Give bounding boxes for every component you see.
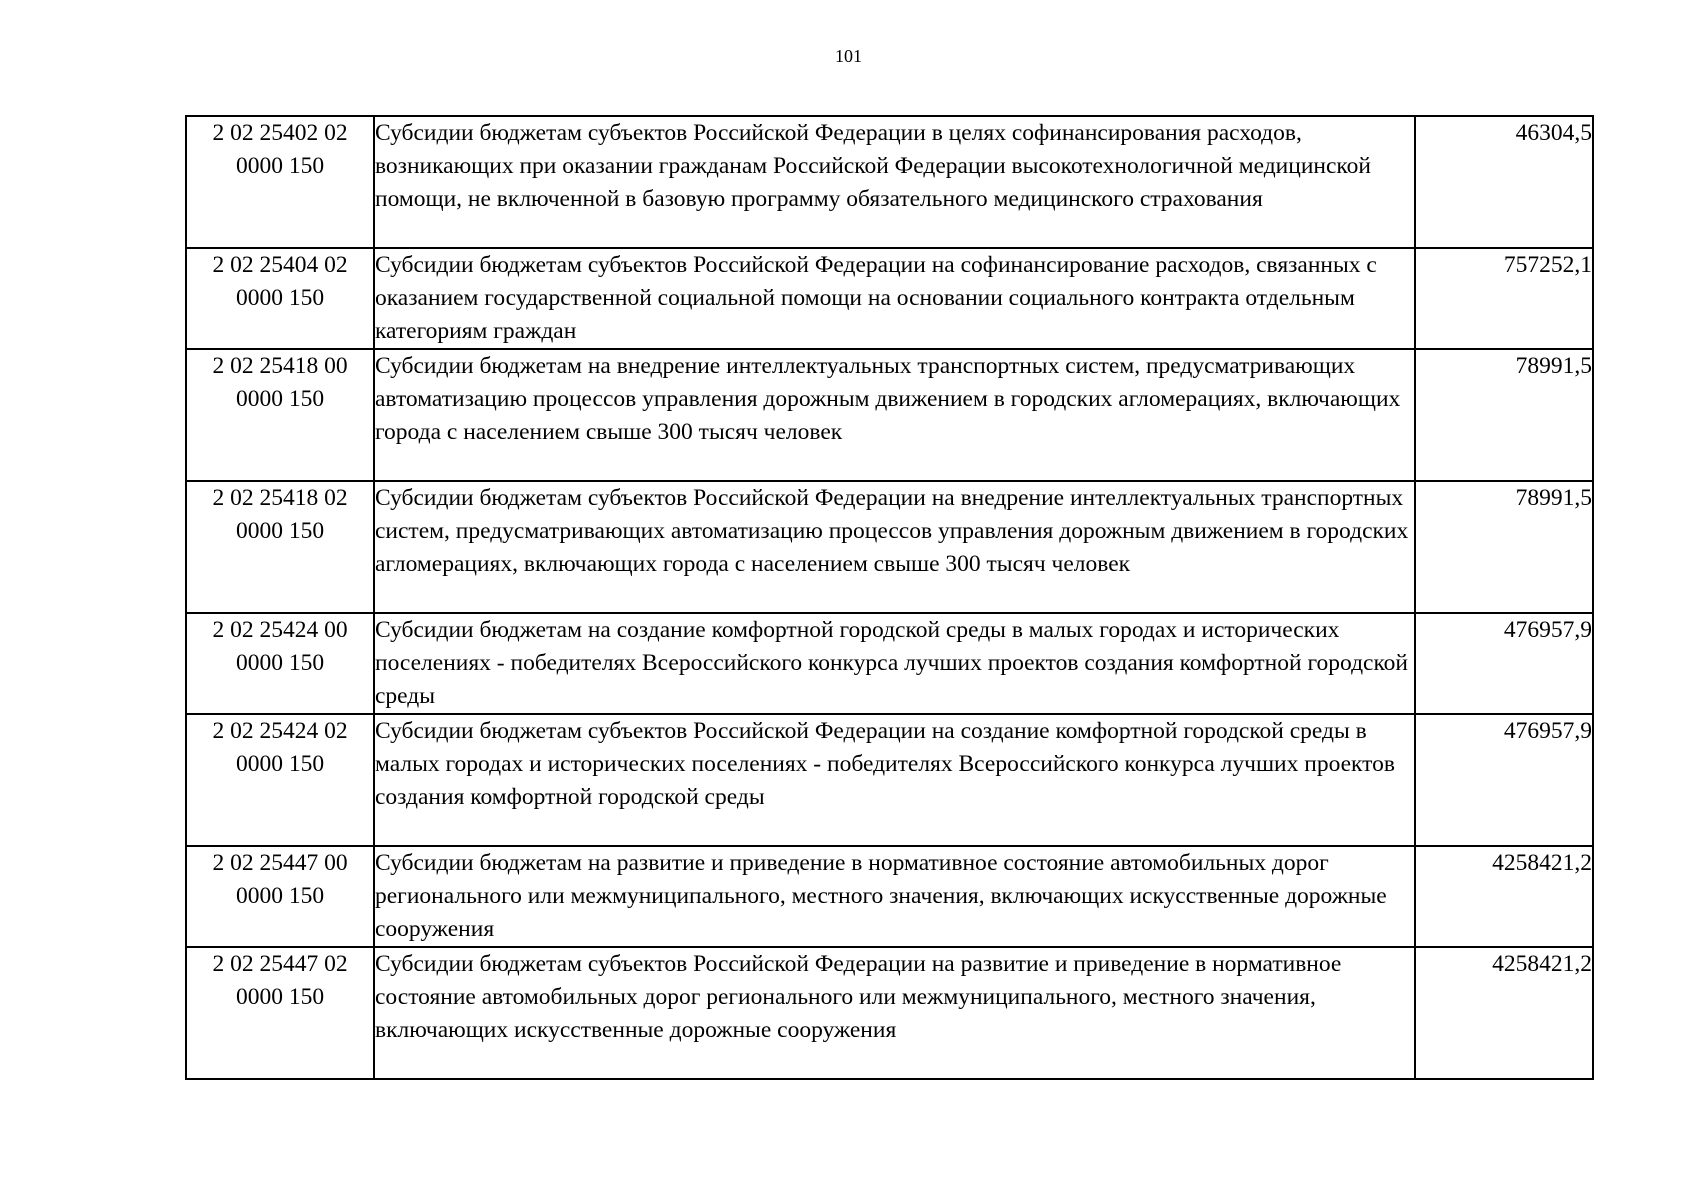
description-cell: Субсидии бюджетам на развитие и приведение в нормативное состояние автомобильных дорог регионального или межмуниципального, местного значения, включающих искусственные дорожные сооружения (374, 846, 1415, 947)
amount-cell: 46304,5 (1415, 116, 1593, 248)
table-row (186, 248, 1593, 349)
amount-cell: 757252,1 (1415, 248, 1593, 349)
amount-cell: 476957,9 (1415, 714, 1593, 846)
table-row (186, 481, 1593, 613)
table-row (186, 349, 1593, 481)
description-cell: Субсидии бюджетам субъектов Российской Федерации в целях софинансирования расходов, возникающих при оказании гражданам Российской Федерации высокотехнологичной медицинской помощи, не включенной в базовую программу обязательного медицинского страхования (374, 116, 1415, 248)
amount-cell: 4258421,2 (1415, 947, 1593, 1079)
description-cell: Субсидии бюджетам субъектов Российской Федерации на развитие и приведение в нормативное состояние автомобильных дорог регионального или межмуниципального, местного значения, включающих искусственные дорожные сооружения (374, 947, 1415, 1079)
description-cell: Субсидии бюджетам на внедрение интеллектуальных транспортных систем, предусматривающих автоматизацию процессов управления дорожным движением в городских агломерациях, включающих города с населением свыше 300 тысяч человек (374, 349, 1415, 481)
table-row (186, 613, 1593, 714)
table-row (186, 947, 1593, 1079)
table-row (186, 714, 1593, 846)
budget-revenue-table (185, 115, 1594, 1080)
amount-cell: 4258421,2 (1415, 846, 1593, 947)
page-number: 101 (835, 46, 862, 66)
table-row (186, 116, 1593, 248)
amount-cell: 78991,5 (1415, 349, 1593, 481)
budget-code-cell: 2 02 25402 02 0000 150 (186, 116, 374, 248)
budget-code-cell: 2 02 25418 02 0000 150 (186, 481, 374, 613)
budget-code-cell: 2 02 25424 00 0000 150 (186, 613, 374, 714)
description-cell: Субсидии бюджетам субъектов Российской Федерации на создание комфортной городской среды в малых городах и исторических поселениях - победителях Всероссийского конкурса лучших проектов создания комфортной городской среды (374, 714, 1415, 846)
budget-code-cell: 2 02 25404 02 0000 150 (186, 248, 374, 349)
table-row (186, 846, 1593, 947)
budget-code-cell: 2 02 25424 02 0000 150 (186, 714, 374, 846)
budget-code-cell: 2 02 25418 00 0000 150 (186, 349, 374, 481)
budget-code-cell: 2 02 25447 00 0000 150 (186, 846, 374, 947)
description-cell: Субсидии бюджетам субъектов Российской Федерации на внедрение интеллектуальных транспортных систем, предусматривающих автоматизацию процессов управления дорожным движением в городских агломерациях, включающих города с населением свыше 300 тысяч человек (374, 481, 1415, 613)
description-cell: Субсидии бюджетам субъектов Российской Федерации на софинансирование расходов, связанных с оказанием государственной социальной помощи на основании социального контракта отдельным категориям граждан (374, 248, 1415, 349)
budget-code-cell: 2 02 25447 02 0000 150 (186, 947, 374, 1079)
amount-cell: 476957,9 (1415, 613, 1593, 714)
amount-cell: 78991,5 (1415, 481, 1593, 613)
description-cell: Субсидии бюджетам на создание комфортной городской среды в малых городах и исторических поселениях - победителях Всероссийского конкурса лучших проектов создания комфортной городской среды (374, 613, 1415, 714)
